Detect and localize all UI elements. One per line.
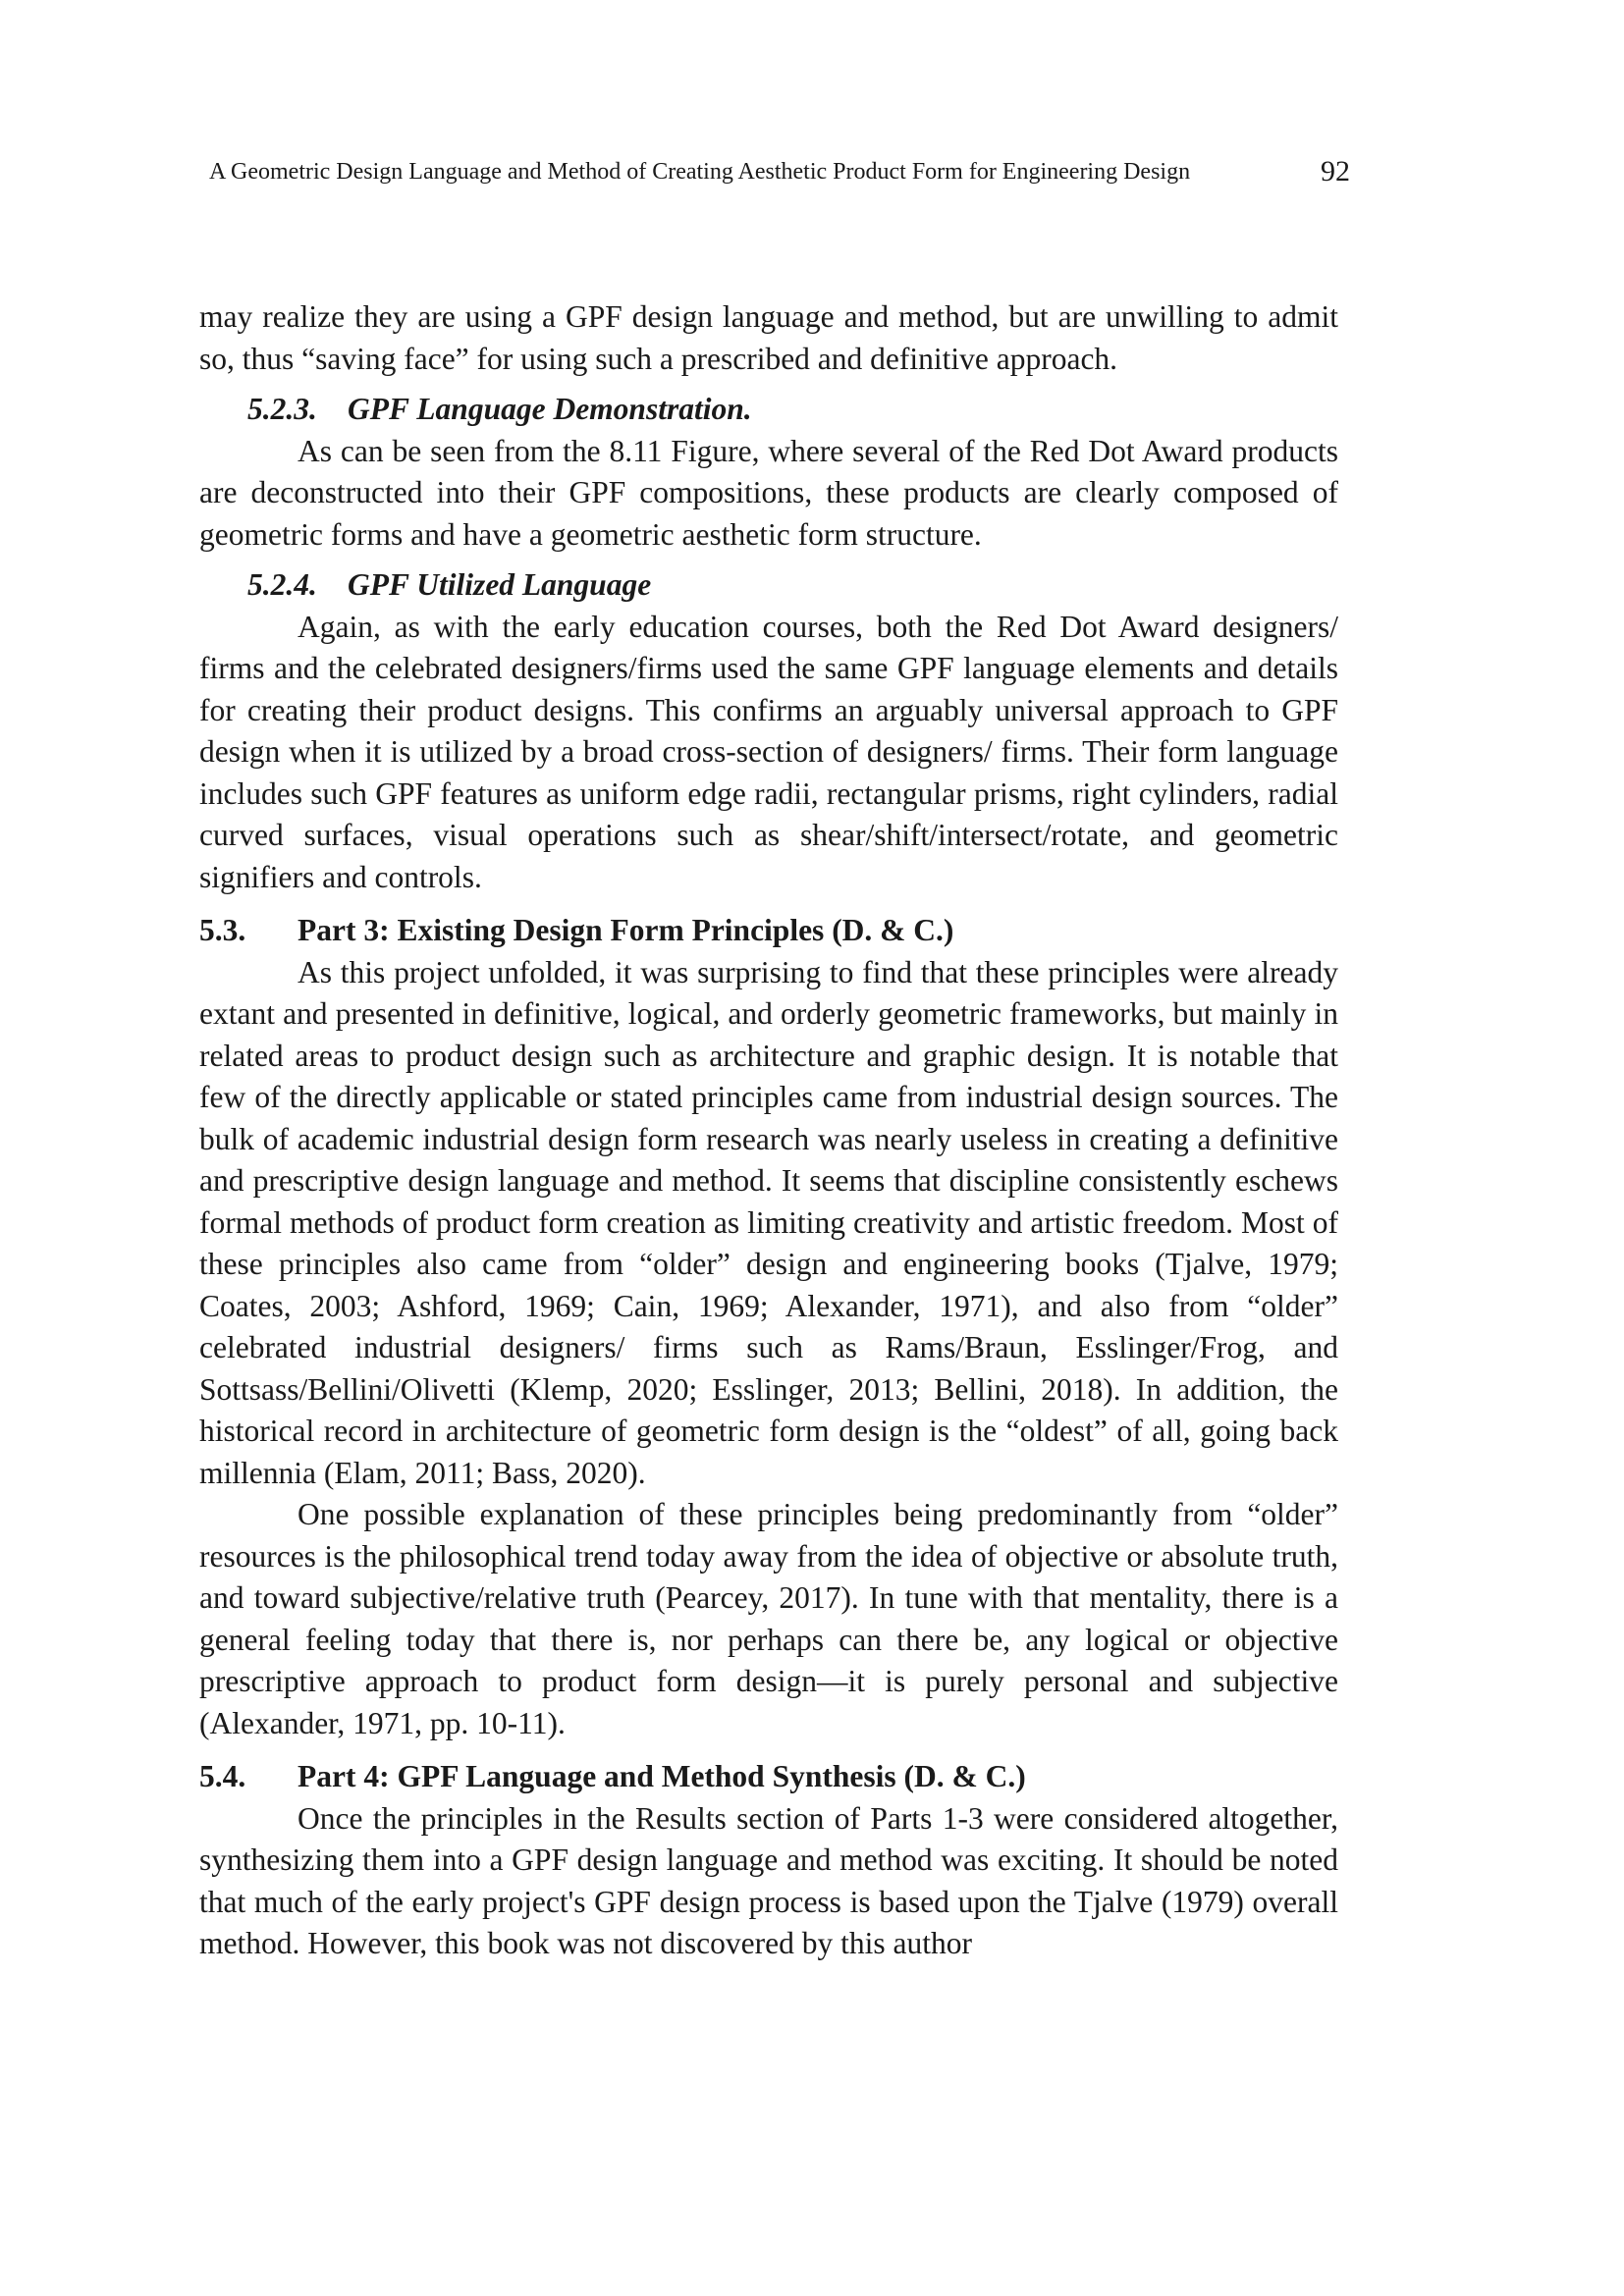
section-heading-5-4 [199,1756,1338,1798]
section-heading-5-3 [199,910,1338,952]
paragraph-5-4: Once the principles in the Results section of Parts 1-3 were considered altogether, synthesizing them into a GPF design language and method was exciting. It should be noted that much of the early project's GPF design process is based upon the Tjalve (1979) overall method. However, this book was not discovered by this author [199,1800,1338,1960]
section-number: 5.4. [199,1759,246,1793]
subsection-number: 5.2.3. [247,392,317,426]
paragraph-5-2-4: Again, as with the early education courses, both the Red Dot Award designers/ firms and the celebrated designers/firms used the same GPF language elements and details for creating their product designs. This confirms an arguably universal approach to GPF design when it is utilized by a broad cross-section of designers/ firms. Their form language includes such GPF features as uniform edge radii, rectangular prisms, right cylinders, radial curved surfaces, visual operations such as shear/shift/intersect/rotate, and geometric signifiers and controls. [199,609,1338,894]
section-title: Part 3: Existing Design Form Principles (D. & C.) [298,913,954,947]
section-number: 5.3. [199,913,246,947]
subsection-heading-5-2-4 [247,564,1338,607]
paragraph-5-3-a: As this project unfolded, it was surprising to find that these principles were already extant and presented in definitive, logical, and orderly geometric frameworks, but mainly in related areas to product design such as architecture and graphic design. It is notable that few of the directly applicable or stated principles came from industrial design sources. The bulk of academic industrial design form research was nearly useless in creating a definitive and prescriptive design language and method. It seems that discipline consistently eschews formal methods of product form creation as limiting creativity and artistic freedom. Most of these principles also came from “older” design and engineering books (Tjalve, 1979; Coates, 2003; Ashford, 1969; Cain, 1969; Alexander, 1971), and also from “older” celebrated industrial designers/ firms such as Rams/Braun, Esslinger/Frog, and Sottsass/Bellini/Olivetti (Klemp, 2020; Esslinger, 2013; Bellini, 2018). In addition, the historical record in architecture of geometric form design is the “oldest” of all, going back millennia (Elam, 2011; Bass, 2020). [199,954,1338,1490]
paragraph-intro: may realize they are using a GPF design language and method, but are unwilling to admit so, thus “saving face” for using such a prescribed and definitive approach. [199,299,1338,376]
subsection-heading-5-2-3 [247,389,1338,431]
page-body [199,296,1338,1965]
subsection-number: 5.2.4. [247,567,317,602]
paragraph-5-2-3: As can be seen from the 8.11 Figure, where several of the Red Dot Award products are deconstructed into their GPF compositions, these products are clearly composed of geometric forms and have a geometric aesthetic form structure. [199,433,1338,552]
subsection-title: GPF Language Demonstration. [348,392,752,426]
page-number: 92 [1321,155,1350,187]
paragraph-5-3-b: One possible explanation of these principles being predominantly from “older” resources is the philosophical trend today away from the idea of objective or absolute truth, and toward subjective/relative truth (Pearcey, 2017). In tune with that mentality, there is a general feeling today that there is, nor perhaps can there be, any logical or objective prescriptive approach to product form design—it is purely personal and subjective (Alexander, 1971, pp. 10-11). [199,1497,1338,1740]
section-title: Part 4: GPF Language and Method Synthesis (D. & C.) [298,1759,1026,1793]
running-header [209,155,1350,194]
subsection-title: GPF Utilized Language [348,567,652,602]
running-title: A Geometric Design Language and Method of Creating Aesthetic Product Form for Engineering Design [209,159,1191,185]
